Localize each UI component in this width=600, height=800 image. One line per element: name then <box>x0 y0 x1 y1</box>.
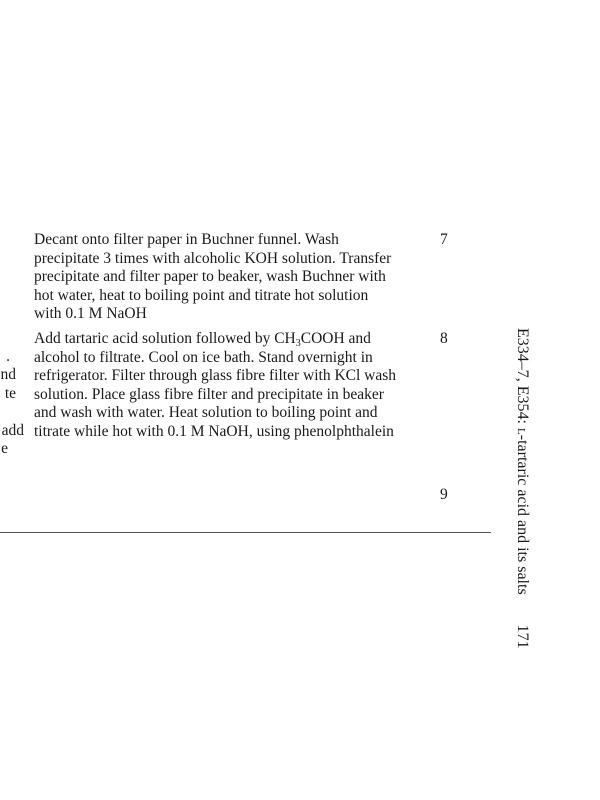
step-number: 9 <box>440 486 448 503</box>
table-bottom-rule <box>0 532 491 533</box>
step-number: 8 <box>440 330 448 347</box>
running-header <box>513 328 531 649</box>
left-fragment: add <box>1 422 24 439</box>
step-8-text <box>34 330 396 441</box>
text-line: precipitate 3 times with alcoholic KOH solution. Transfer <box>34 249 392 267</box>
left-fragment: . <box>6 348 10 365</box>
text-line: and wash with water. Heat solution to boiling point and <box>34 404 378 421</box>
running-header-title: E334–7, E354: l-tartaric acid and its salts <box>514 328 531 595</box>
text-line: solution. Place glass fibre filter and precipitate in beaker <box>34 385 384 403</box>
text-line: with 0.1 M NaOH <box>34 305 147 322</box>
left-fragment: te <box>4 385 16 402</box>
text-line: titrate while hot with 0.1 M NaOH, using phenolphthalein <box>34 422 394 440</box>
step-number: 7 <box>440 231 448 248</box>
text-line: refrigerator. Filter through glass fibre filter with KCl wash <box>34 367 397 384</box>
text-line: alcohol to filtrate. Cool on ice bath. Stand overnight in <box>34 348 373 366</box>
left-fragment: nd <box>0 366 16 383</box>
text-line: precipitate and filter paper to beaker, wash Buchner with <box>34 268 386 285</box>
text-line: Add tartaric acid solution followed by $CH_3COOH$ and <box>34 330 371 349</box>
left-fragment: e <box>1 440 8 457</box>
page-number: 171 <box>514 624 531 649</box>
step-7-text <box>34 231 391 324</box>
text-line: hot water, heat to boiling point and titrate hot solution <box>34 286 369 304</box>
text-line: Decant onto filter paper in Buchner funnel. Wash <box>34 231 339 248</box>
